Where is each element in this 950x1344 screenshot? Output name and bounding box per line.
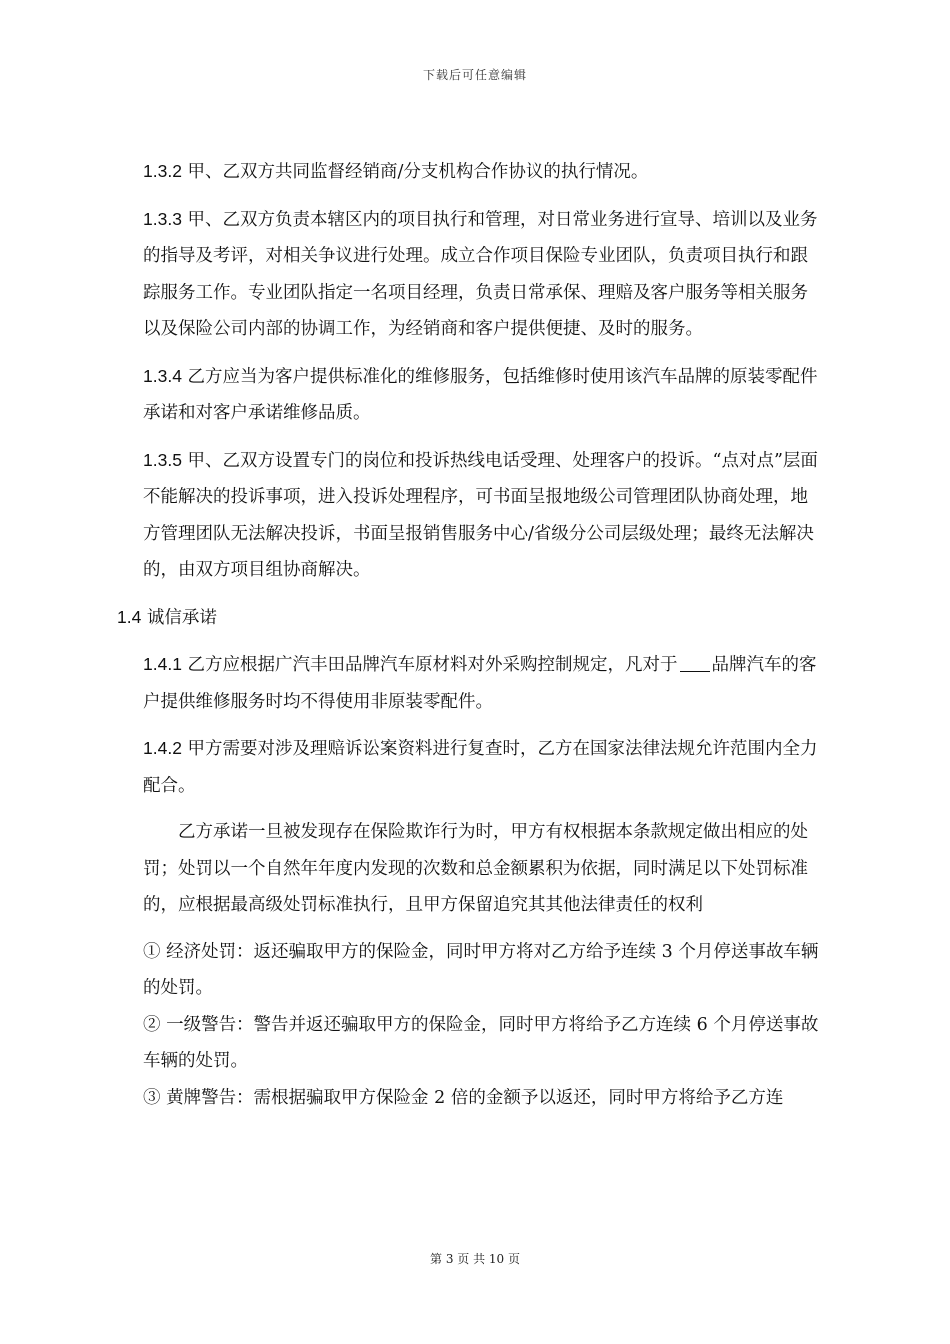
penalty-item	[117, 934, 825, 1007]
clause-text-before: 乙方应根据广汽丰田品牌汽车原材料对外采购控制规定，凡对于	[181, 655, 678, 675]
section-heading	[117, 599, 825, 637]
brand-blank-line	[680, 653, 710, 672]
commitment-paragraph: 乙方承诺一旦被发现存在保险欺诈行为时，甲方有权根据本条款规定做出相应的处罚；处罚以一个自然年年度内发现的次数和总金额累积为依据，同时满足以下处罚标准的，应根据最高级处罚标准执行，且甲方保留追究其其他法律责任的权利	[143, 822, 808, 915]
penalty-text: 黄牌警告：需根据骗取甲方保险金 2 倍的金额予以返还，同时甲方将给予乙方连	[160, 1087, 784, 1108]
penalty-text: 一级警告：警告并返还骗取甲方的保险金，同时甲方将给予乙方连续 6 个月停送事故车辆的处罚。	[143, 1014, 819, 1071]
clause-number: 1.3.4	[143, 365, 182, 386]
clause-1-3-5	[117, 442, 825, 589]
clause-text: 甲、乙双方负责本辖区内的项目执行和管理，对日常业务进行宣导、培训以及业务的指导及考评，对相关争议进行处理。成立合作项目保险专业团队，负责项目执行和跟踪服务工作。专业团队指定一名项目经理，负责日常承保、理赔及客户服务等相关服务以及保险公司内部的协调工作，为经销商和客户提供便捷、及时的服务。	[143, 209, 818, 339]
clause-1-3-3	[117, 201, 825, 348]
clause-text-after: 品牌汽车的客户提供维修服务时均不得使用非原装零配件。	[143, 655, 817, 712]
clause-1-4-1	[117, 646, 825, 720]
page-header: 下载后可任意编辑	[422, 68, 527, 82]
penalty-item	[117, 1080, 825, 1117]
clause-number: 1.3.5	[143, 449, 182, 470]
penalty-marker: ②	[143, 1014, 161, 1035]
clause-text: 甲、乙双方设置专门的岗位和投诉热线电话受理、处理客户的投诉。“点对点”层面不能解决的投诉事项，进入投诉处理程序，可书面呈报地级公司管理团队协商处理，地方管理团队无法解决投诉，书面呈报销售服务中心/省级分公司层级处理；最终无法解决的，由双方项目组协商解决。	[143, 450, 818, 580]
clause-number: 1.4.1	[143, 654, 182, 674]
clause-number: 1.3.3	[143, 208, 182, 229]
penalty-text: 经济处罚：返还骗取甲方的保险金，同时甲方将对乙方给予连续 3 个月停送事故车辆的处罚。	[143, 941, 819, 998]
clause-1-3-4	[117, 358, 825, 432]
clause-text: 乙方应当为客户提供标准化的维修服务，包括维修时使用该汽车品牌的原装零配件承诺和对客户承诺维修品质。	[143, 366, 818, 423]
clause-1-3-2	[117, 153, 825, 191]
penalty-item	[117, 1007, 825, 1080]
clause-text: 甲方需要对涉及理赔诉讼案资料进行复查时，乙方在国家法律法规允许范围内全力配合。	[143, 739, 818, 796]
clause-1-4-2	[117, 730, 825, 804]
page-footer: 第 3 页 共 10 页	[430, 1252, 520, 1266]
penalty-marker: ①	[143, 941, 161, 962]
penalty-marker: ③	[143, 1087, 161, 1108]
document-body	[117, 153, 825, 1116]
section-title: 诚信承诺	[141, 607, 217, 628]
clause-number: 1.3.2	[143, 161, 182, 181]
section-number: 1.4	[117, 606, 142, 627]
clause-text: 甲、乙双方共同监督经销商/分支机构合作协议的执行情况。	[181, 162, 649, 182]
clause-number: 1.4.2	[143, 738, 182, 758]
